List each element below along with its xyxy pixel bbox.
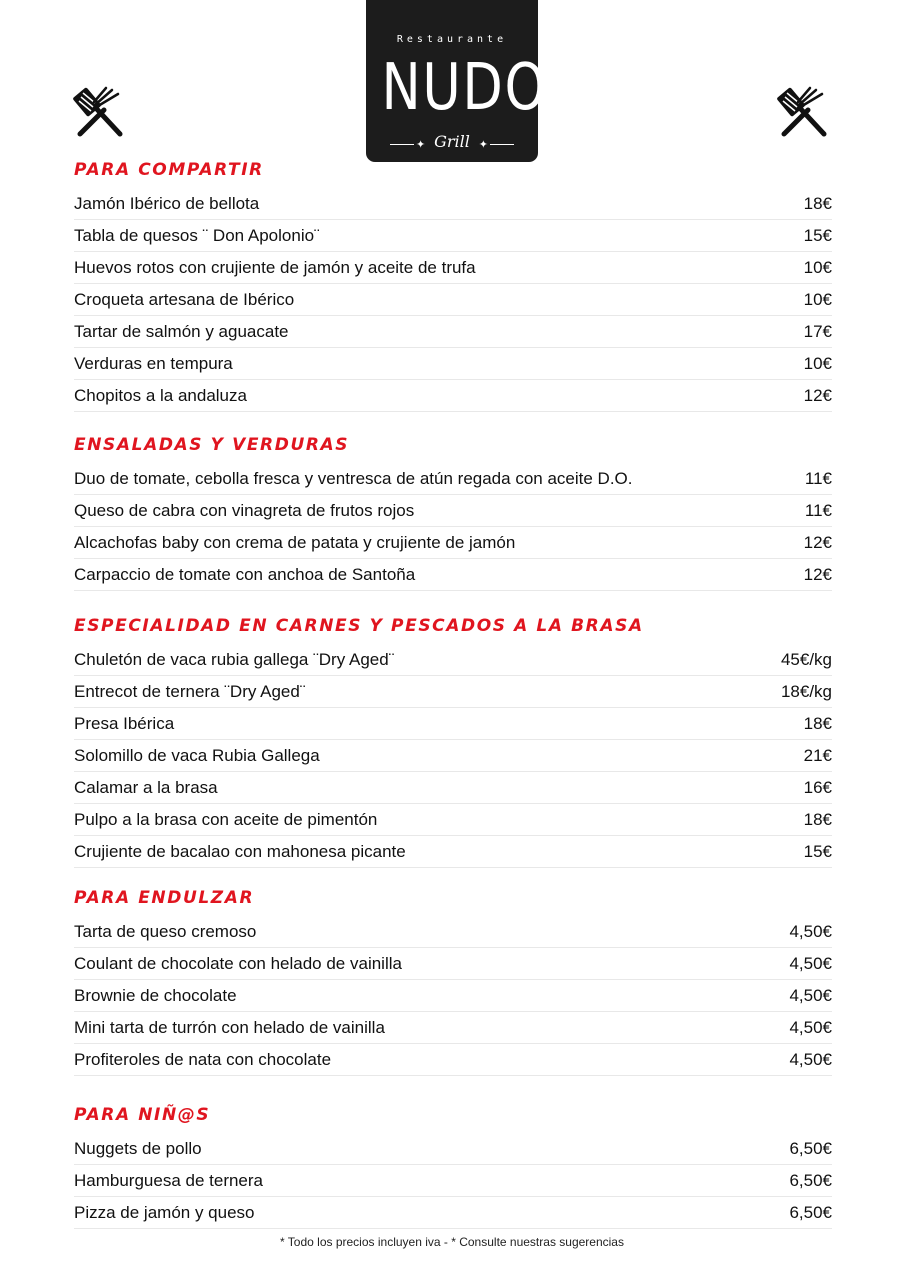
item-name: Calamar a la brasa xyxy=(74,777,218,797)
item-name: Tarta de queso cremoso xyxy=(74,921,257,941)
logo-star-right-icon: ✦ xyxy=(478,138,488,151)
item-name: Tabla de quesos ¨ Don Apolonio¨ xyxy=(74,225,320,245)
item-name: Huevos rotos con crujiente de jamón y aceite de trufa xyxy=(74,257,476,277)
item-price: 12€ xyxy=(803,532,832,552)
logo-star-left-icon: ✦ xyxy=(416,138,426,151)
menu-item xyxy=(74,948,832,980)
menu-item xyxy=(74,463,832,495)
item-price: 12€ xyxy=(803,385,832,405)
menu-item xyxy=(74,836,832,868)
item-price: 18€ xyxy=(803,713,832,733)
logo-name: NUDOS xyxy=(381,51,583,125)
menu-item xyxy=(74,188,832,220)
menu-item xyxy=(74,708,832,740)
item-name: Hamburguesa de ternera xyxy=(74,1170,264,1190)
item-price: 4,50€ xyxy=(789,985,832,1005)
menu-item xyxy=(74,772,832,804)
menu-item xyxy=(74,380,832,412)
item-price: 21€ xyxy=(803,745,832,765)
menu-item xyxy=(74,644,832,676)
item-price: 11€ xyxy=(804,468,832,488)
section-title-para-compartir: PARA COMPARTIR xyxy=(74,160,264,180)
item-price: 18€ xyxy=(803,809,832,829)
item-name: Chuletón de vaca rubia gallega ¨Dry Aged¨ xyxy=(74,649,395,669)
item-name: Alcachofas baby con crema de patata y crujiente de jamón xyxy=(74,532,516,552)
item-name: Presa Ibérica xyxy=(74,713,175,733)
item-name: Pizza de jamón y queso xyxy=(74,1202,255,1222)
item-price: 4,50€ xyxy=(789,1049,832,1069)
menu-item xyxy=(74,1133,832,1165)
item-price: 10€ xyxy=(803,289,832,309)
item-name: Croqueta artesana de Ibérico xyxy=(74,289,295,309)
menu-item xyxy=(74,1165,832,1197)
item-price: 10€ xyxy=(803,353,832,373)
item-price: 4,50€ xyxy=(789,1017,832,1037)
item-name: Verduras en tempura xyxy=(74,353,233,373)
grill-tools-icon xyxy=(72,84,128,140)
item-price: 18€/kg xyxy=(780,681,832,701)
menu-item xyxy=(74,804,832,836)
item-name: Coulant de chocolate con helado de vainilla xyxy=(74,953,402,973)
item-price: 18€ xyxy=(803,193,832,213)
section-title-ensaladas: ENSALADAS Y VERDURAS xyxy=(74,435,350,455)
item-name: Chopitos a la andaluza xyxy=(74,385,247,405)
item-price: 45€/kg xyxy=(780,649,832,669)
item-price: 4,50€ xyxy=(789,921,832,941)
item-name: Mini tarta de turrón con helado de vainilla xyxy=(74,1017,385,1037)
section-title-para-endulzar: PARA ENDULZAR xyxy=(74,888,255,908)
menu-item xyxy=(74,1012,832,1044)
menu-item xyxy=(74,676,832,708)
logo-subtitle: Restaurante xyxy=(396,34,508,45)
item-name: Queso de cabra con vinagreta de frutos rojos xyxy=(74,500,415,520)
item-name: Brownie de chocolate xyxy=(74,985,237,1005)
item-name: Jamón Ibérico de bellota xyxy=(74,193,260,213)
menu-item xyxy=(74,980,832,1012)
menu-item xyxy=(74,916,832,948)
item-price: 10€ xyxy=(803,257,832,277)
menu-item xyxy=(74,284,832,316)
item-price: 6,50€ xyxy=(789,1138,832,1158)
item-name: Profiteroles de nata con chocolate xyxy=(74,1049,332,1069)
menu-item xyxy=(74,348,832,380)
menu-item xyxy=(74,495,832,527)
item-price: 16€ xyxy=(803,777,832,797)
item-name: Carpaccio de tomate con anchoa de Santoña xyxy=(74,564,416,584)
menu-item xyxy=(74,559,832,591)
item-price: 6,50€ xyxy=(789,1170,832,1190)
restaurant-logo xyxy=(366,0,583,162)
menu-item xyxy=(74,527,832,559)
item-name: Duo de tomate, cebolla fresca y ventresca de atún regada con aceite D.O. xyxy=(74,468,633,488)
item-name: Tartar de salmón y aguacate xyxy=(74,321,289,341)
item-price: 15€ xyxy=(803,225,832,245)
item-price: 12€ xyxy=(803,564,832,584)
item-price: 6,50€ xyxy=(789,1202,832,1222)
item-price: 15€ xyxy=(803,841,832,861)
item-name: Pulpo a la brasa con aceite de pimentón xyxy=(74,809,378,829)
item-name: Nuggets de pollo xyxy=(74,1138,202,1158)
item-name: Solomillo de vaca Rubia Gallega xyxy=(74,745,320,765)
section-title-especialidad: ESPECIALIDAD EN CARNES Y PESCADOS A LA BRASA xyxy=(74,616,644,636)
item-price: 11€ xyxy=(804,500,832,520)
item-price: 4,50€ xyxy=(789,953,832,973)
menu-item xyxy=(74,220,832,252)
grill-tools-icon xyxy=(776,84,832,140)
menu-item xyxy=(74,1044,832,1076)
item-name: Crujiente de bacalao con mahonesa picante xyxy=(74,841,406,861)
item-price: 17€ xyxy=(803,321,832,341)
menu-item xyxy=(74,316,832,348)
section-title-para-ninos: PARA NIÑ@S xyxy=(74,1105,211,1125)
menu-item xyxy=(74,740,832,772)
footnote: * Todo los precios incluyen iva - * Consulte nuestras sugerencias xyxy=(280,1235,624,1249)
menu-item xyxy=(74,1197,832,1229)
logo-divider-right xyxy=(490,144,514,145)
menu-item xyxy=(74,252,832,284)
item-name: Entrecot de ternera ¨Dry Aged¨ xyxy=(74,681,306,701)
logo-grill-text: Grill xyxy=(434,132,470,151)
